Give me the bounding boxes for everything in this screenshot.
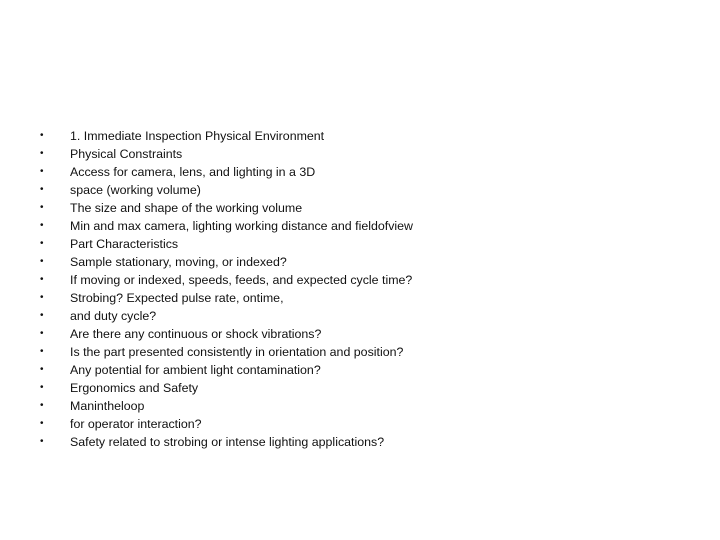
bullet-text: Are there any continuous or shock vibrations? — [70, 327, 322, 341]
bullet-item — [40, 163, 413, 181]
bullet-icon: • — [40, 256, 44, 267]
bullet-icon: • — [40, 346, 44, 357]
bullet-text: for operator interaction? — [70, 417, 202, 431]
bullet-text: Sample stationary, moving, or indexed? — [70, 255, 287, 269]
bullet-item — [40, 145, 413, 163]
bullet-text: 1. Immediate Inspection Physical Environment — [70, 129, 325, 143]
bullet-icon: • — [40, 184, 44, 195]
bullet-icon: • — [40, 310, 44, 321]
bullet-item — [40, 415, 413, 433]
bullet-icon: • — [40, 220, 44, 231]
bullet-item — [40, 127, 413, 145]
bullet-icon: • — [40, 382, 44, 393]
bullet-icon: • — [40, 364, 44, 375]
bullet-icon: • — [40, 436, 44, 447]
bullet-item — [40, 379, 413, 397]
bullet-icon: • — [40, 274, 44, 285]
bullet-icon: • — [40, 166, 44, 177]
bullet-text: Manintheloop — [70, 399, 145, 413]
bullet-text: Part Characteristics — [70, 237, 179, 251]
bullet-icon: • — [40, 328, 44, 339]
bullet-text: The size and shape of the working volume — [70, 201, 303, 215]
bullet-item — [40, 235, 413, 253]
bullet-item — [40, 181, 413, 199]
bullet-text: Safety related to strobing or intense lighting applications? — [70, 435, 385, 449]
bullet-text: Any potential for ambient light contamination? — [70, 363, 321, 377]
bullet-icon: • — [40, 148, 44, 159]
bullet-icon: • — [40, 130, 44, 141]
bullet-item — [40, 307, 413, 325]
bullet-icon: • — [40, 238, 44, 249]
bullet-text: Strobing? Expected pulse rate, ontime, — [70, 291, 284, 305]
bullet-item — [40, 343, 413, 361]
bullet-item — [40, 271, 413, 289]
bullet-icon: • — [40, 202, 44, 213]
bullet-item — [40, 253, 413, 271]
bullet-item — [40, 199, 413, 217]
bullet-text: Physical Constraints — [70, 147, 183, 161]
bullet-item — [40, 433, 413, 451]
bullet-text: Ergonomics and Safety — [70, 381, 199, 395]
bullet-text: Min and max camera, lighting working distance and fieldofview — [70, 219, 413, 233]
bullet-item — [40, 397, 413, 415]
bullet-text: If moving or indexed, speeds, feeds, and expected cycle time? — [70, 273, 413, 287]
bullet-item — [40, 289, 413, 307]
bullet-text: Is the part presented consistently in orientation and position? — [70, 345, 404, 359]
bullet-item — [40, 361, 413, 379]
bullet-list — [40, 127, 413, 451]
bullet-icon: • — [40, 400, 44, 411]
bullet-item — [40, 325, 413, 343]
bullet-icon: • — [40, 292, 44, 303]
bullet-text: Access for camera, lens, and lighting in a 3D — [70, 165, 316, 179]
bullet-icon: • — [40, 418, 44, 429]
bullet-item — [40, 217, 413, 235]
bullet-text: and duty cycle? — [70, 309, 157, 323]
bullet-text: space (working volume) — [70, 183, 201, 197]
